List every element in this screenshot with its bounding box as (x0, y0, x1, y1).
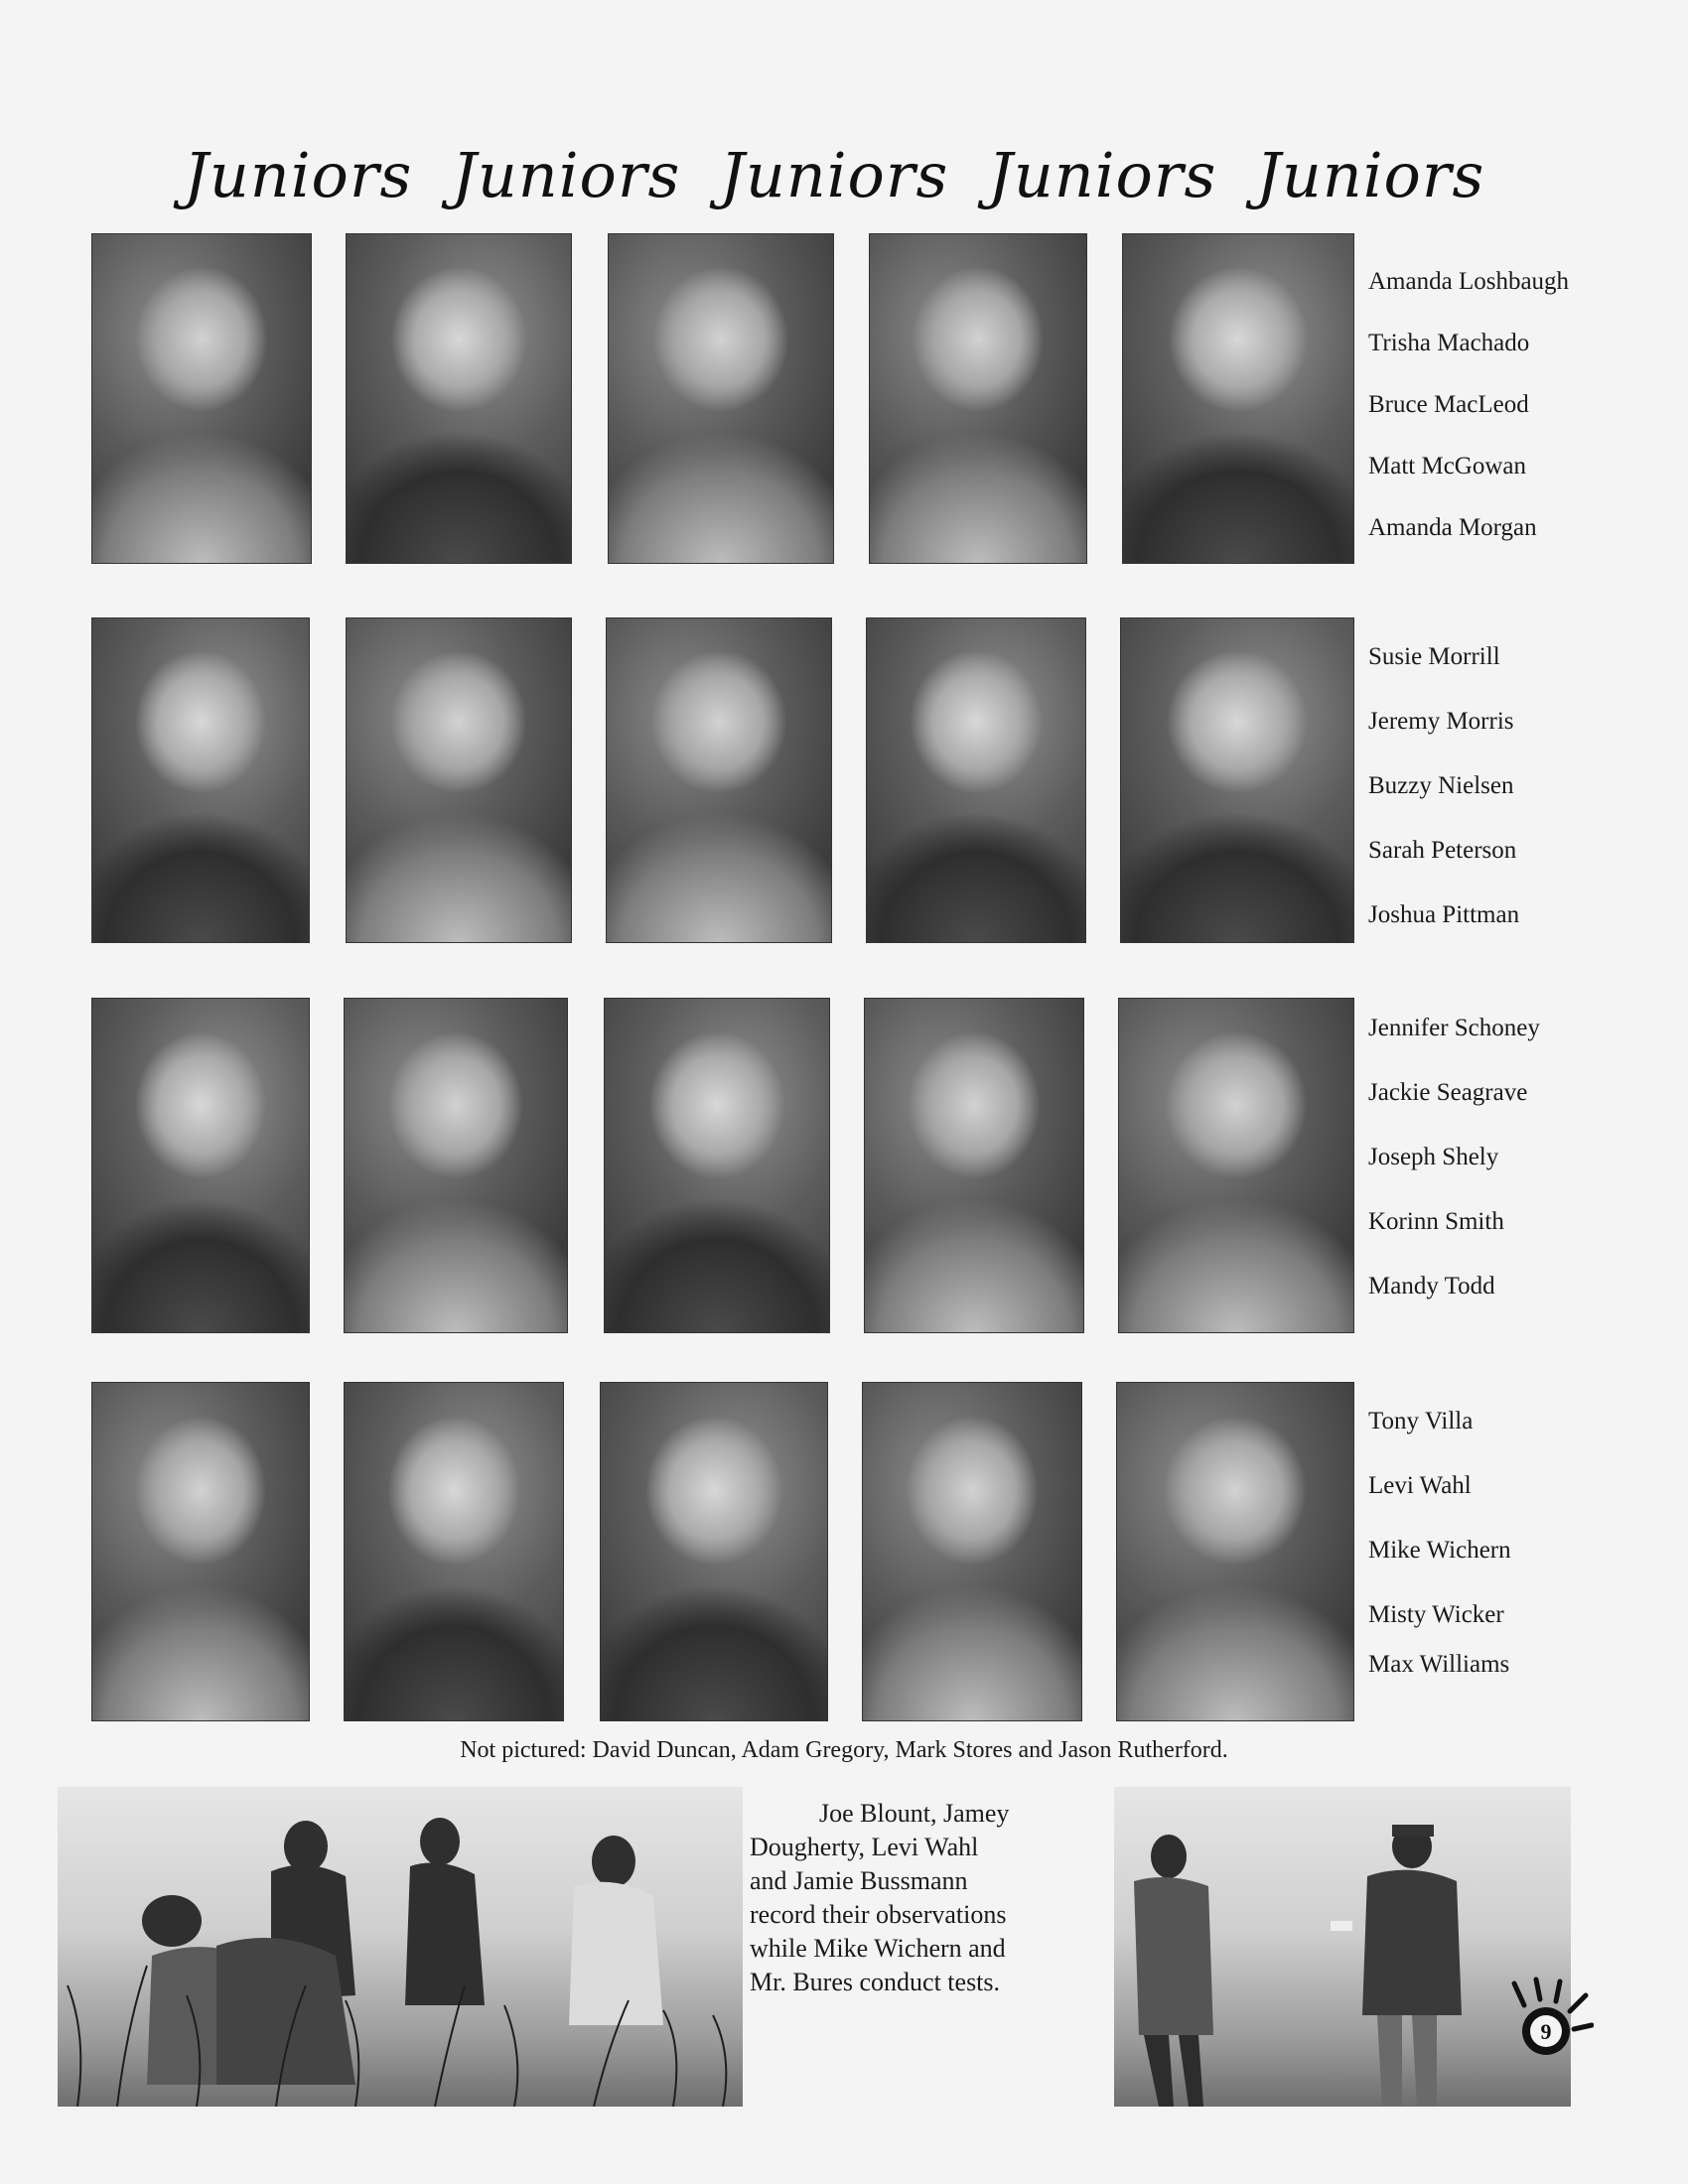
portrait-photo (1122, 233, 1354, 564)
portrait-photo (1118, 998, 1354, 1333)
portrait-photo (1116, 1382, 1354, 1721)
portrait-photo (869, 233, 1087, 564)
pond-scene-illustration (1114, 1787, 1571, 2107)
candid-photo-pond (1114, 1787, 1571, 2107)
not-pictured-note: Not pictured: David Duncan, Adam Gregory, Mark Stores and Jason Rutherford. (460, 1737, 1228, 1763)
page-header (184, 139, 1504, 238)
portrait-photo (866, 617, 1086, 943)
student-name: Jeremy Morris (1368, 708, 1514, 735)
student-name: Joshua Pittman (1368, 901, 1520, 928)
photo-caption (750, 1797, 1067, 1999)
student-name: Matt McGowan (1368, 453, 1526, 479)
portrait-photo (91, 998, 310, 1333)
student-name: Jennifer Schoney (1368, 1015, 1540, 1041)
portrait-photo (346, 617, 572, 943)
header-title: Juniors (184, 139, 413, 211)
header-title: Juniors (720, 139, 949, 211)
field-scene-illustration (58, 1787, 743, 2107)
student-name: Mandy Todd (1368, 1273, 1495, 1299)
student-name: Tony Villa (1368, 1408, 1474, 1434)
portrait-photo (344, 998, 568, 1333)
portrait-photo (862, 1382, 1082, 1721)
caption-line: Dougherty, Levi Wahl (750, 1833, 979, 1861)
caption-line: while Mike Wichern and (750, 1934, 1006, 1963)
caption-line: Mr. Bures conduct tests. (750, 1968, 1001, 1996)
header-title: Juniors (452, 139, 681, 211)
header-title: Juniors (988, 139, 1217, 211)
portrait-photo (864, 998, 1084, 1333)
portrait-photo (91, 233, 312, 564)
portrait-photo (91, 617, 310, 943)
portrait-photo (606, 617, 832, 943)
student-name: Mike Wichern (1368, 1537, 1511, 1564)
portrait-photo (344, 1382, 564, 1721)
student-name: Korinn Smith (1368, 1208, 1504, 1235)
page-number: 9 (1540, 2019, 1552, 2044)
student-name: Sarah Peterson (1368, 837, 1517, 864)
caption-line: Joe Blount, Jamey (819, 1799, 1010, 1828)
portrait-photo (91, 1382, 310, 1721)
student-name: Amanda Morgan (1368, 514, 1537, 541)
portrait-photo (608, 233, 834, 564)
candid-photo-field (58, 1787, 743, 2107)
header-title: Juniors (1256, 139, 1485, 211)
student-name: Susie Morrill (1368, 643, 1500, 670)
portrait-photo (346, 233, 572, 564)
portrait-photo (1120, 617, 1354, 943)
student-name: Trisha Machado (1368, 330, 1530, 356)
portrait-photo (604, 998, 830, 1333)
hand-print-icon (1504, 1976, 1594, 2065)
student-name: Bruce MacLeod (1368, 391, 1529, 418)
student-name: Jackie Seagrave (1368, 1079, 1528, 1106)
student-name: Buzzy Nielsen (1368, 772, 1514, 799)
portrait-photo (600, 1382, 828, 1721)
student-name: Levi Wahl (1368, 1472, 1472, 1499)
student-name: Misty Wicker (1368, 1601, 1504, 1628)
caption-line: record their observations (750, 1900, 1007, 1929)
student-name: Amanda Loshbaugh (1368, 268, 1570, 295)
student-name: Max Williams (1368, 1651, 1510, 1678)
student-name: Joseph Shely (1368, 1144, 1499, 1170)
caption-line: and Jamie Bussmann (750, 1866, 968, 1895)
